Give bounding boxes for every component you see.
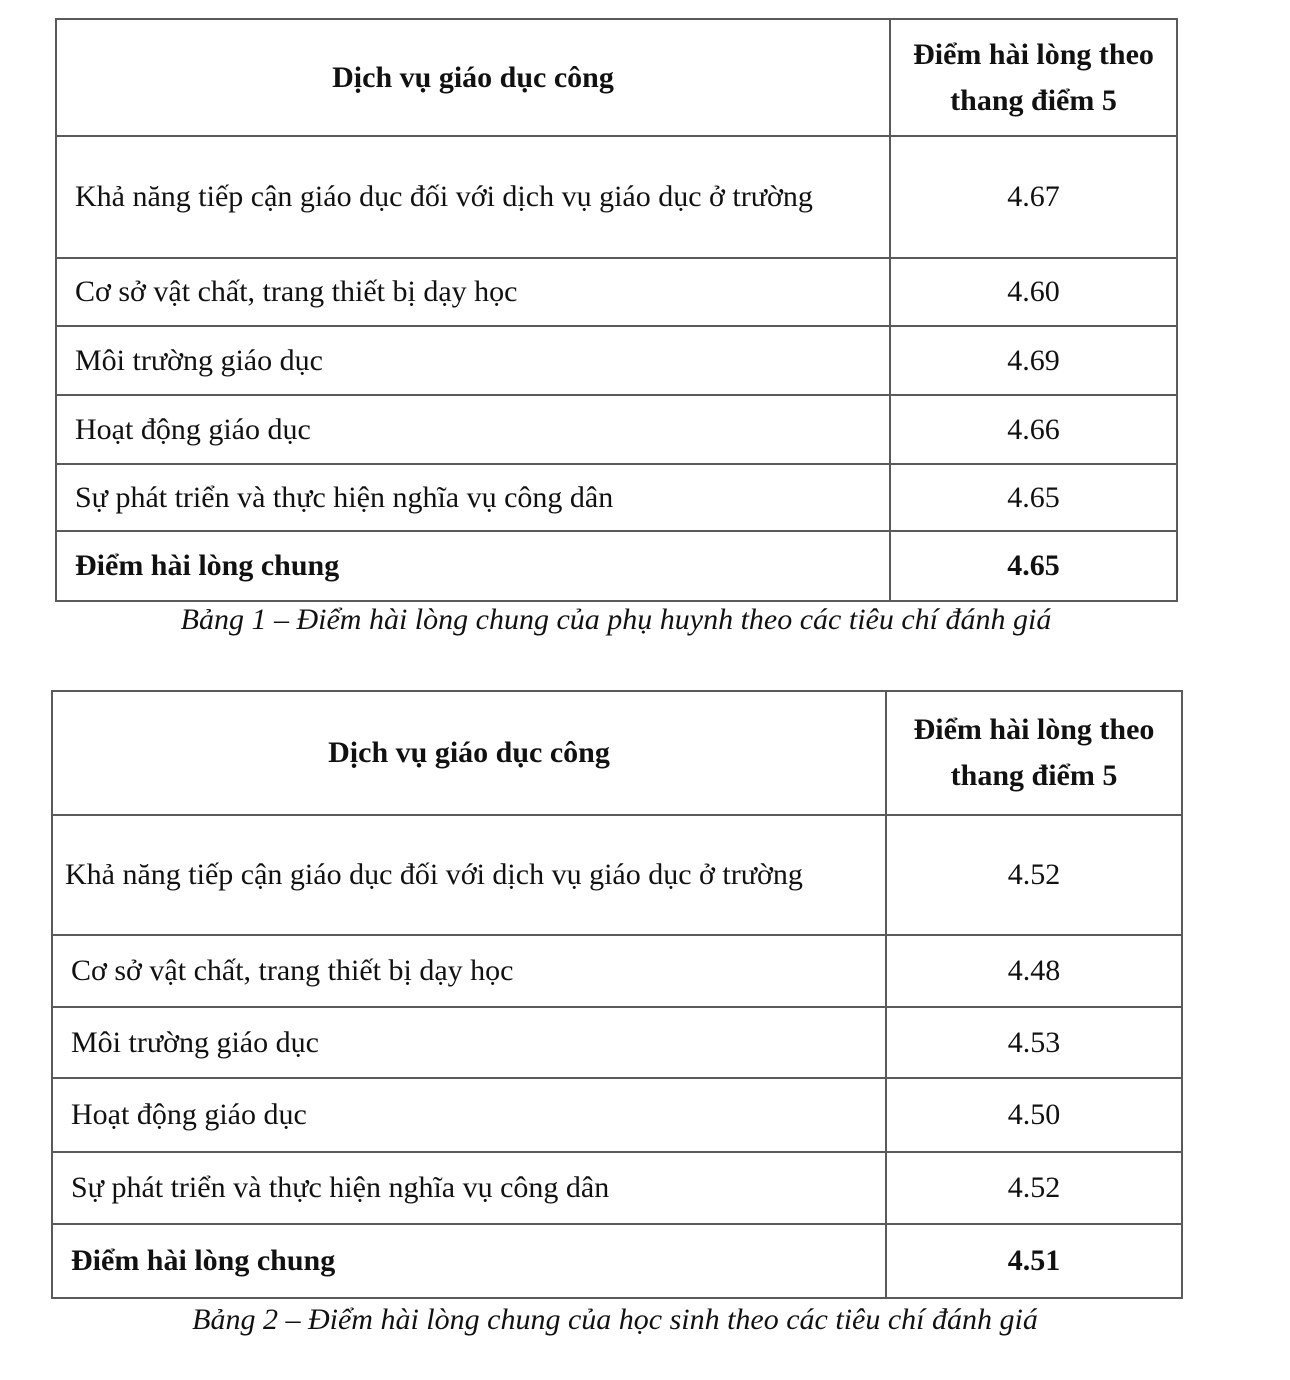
- satisfaction-table-students: [51, 690, 1183, 1299]
- row-value: 4.50: [886, 1078, 1182, 1152]
- row-label: Hoạt động giáo dục: [56, 395, 890, 464]
- table-row: [52, 1078, 1182, 1152]
- row-label: Khả năng tiếp cận giáo dục đối với dịch vụ giáo dục ở trường: [52, 815, 886, 935]
- table-row: [56, 326, 1177, 395]
- row-label: Môi trường giáo dục: [56, 326, 890, 395]
- table-total-row: [52, 1224, 1182, 1298]
- row-value: 4.48: [886, 935, 1182, 1007]
- header-score-line1: Điểm hài lòng theo: [913, 37, 1154, 71]
- table-row: [52, 815, 1182, 935]
- header-service: Dịch vụ giáo dục công: [52, 691, 886, 815]
- table-row: [56, 136, 1177, 258]
- table-row: [52, 1152, 1182, 1224]
- table-row: [56, 258, 1177, 326]
- header-score: [890, 19, 1177, 136]
- row-value: 4.69: [890, 326, 1177, 395]
- table-row: [56, 464, 1177, 531]
- header-service: Dịch vụ giáo dục công: [56, 19, 890, 136]
- row-value: 4.52: [886, 1152, 1182, 1224]
- table-header-row: [56, 19, 1177, 136]
- row-label: Cơ sở vật chất, trang thiết bị dạy học: [56, 258, 890, 326]
- row-value: 4.65: [890, 464, 1177, 531]
- total-value: 4.65: [890, 531, 1177, 601]
- table-caption-2: Bảng 2 – Điểm hài lòng chung của học sinh theo các tiêu chí đánh giá: [192, 1303, 1038, 1336]
- header-score-line2: thang điểm 5: [950, 759, 1118, 792]
- row-label: Hoạt động giáo dục: [52, 1078, 886, 1152]
- table-caption-1: Bảng 1 – Điểm hài lòng chung của phụ huynh theo các tiêu chí đánh giá: [180, 603, 1052, 636]
- table-row: [52, 935, 1182, 1007]
- table-row: [56, 395, 1177, 464]
- total-label: Điểm hài lòng chung: [56, 531, 890, 601]
- header-score-line2: thang điểm 5: [950, 83, 1117, 117]
- row-value: 4.52: [886, 815, 1182, 935]
- row-value: 4.60: [890, 258, 1177, 326]
- row-label: Cơ sở vật chất, trang thiết bị dạy học: [52, 935, 886, 1007]
- table-row: [52, 1007, 1182, 1078]
- total-value: 4.51: [886, 1224, 1182, 1298]
- row-label: Môi trường giáo dục: [52, 1007, 886, 1078]
- row-label: Sự phát triển và thực hiện nghĩa vụ công dân: [56, 464, 890, 531]
- row-value: 4.66: [890, 395, 1177, 464]
- table-total-row: [56, 531, 1177, 601]
- header-score-line1: Điểm hài lòng theo: [913, 713, 1155, 746]
- satisfaction-table-parents: [55, 18, 1178, 602]
- row-value: 4.53: [886, 1007, 1182, 1078]
- header-score: [886, 691, 1182, 815]
- row-label: Khả năng tiếp cận giáo dục đối với dịch vụ giáo dục ở trường: [56, 136, 890, 258]
- table-header-row: [52, 691, 1182, 815]
- row-label: Sự phát triển và thực hiện nghĩa vụ công dân: [52, 1152, 886, 1224]
- total-label: Điểm hài lòng chung: [52, 1224, 886, 1298]
- row-value: 4.67: [890, 136, 1177, 258]
